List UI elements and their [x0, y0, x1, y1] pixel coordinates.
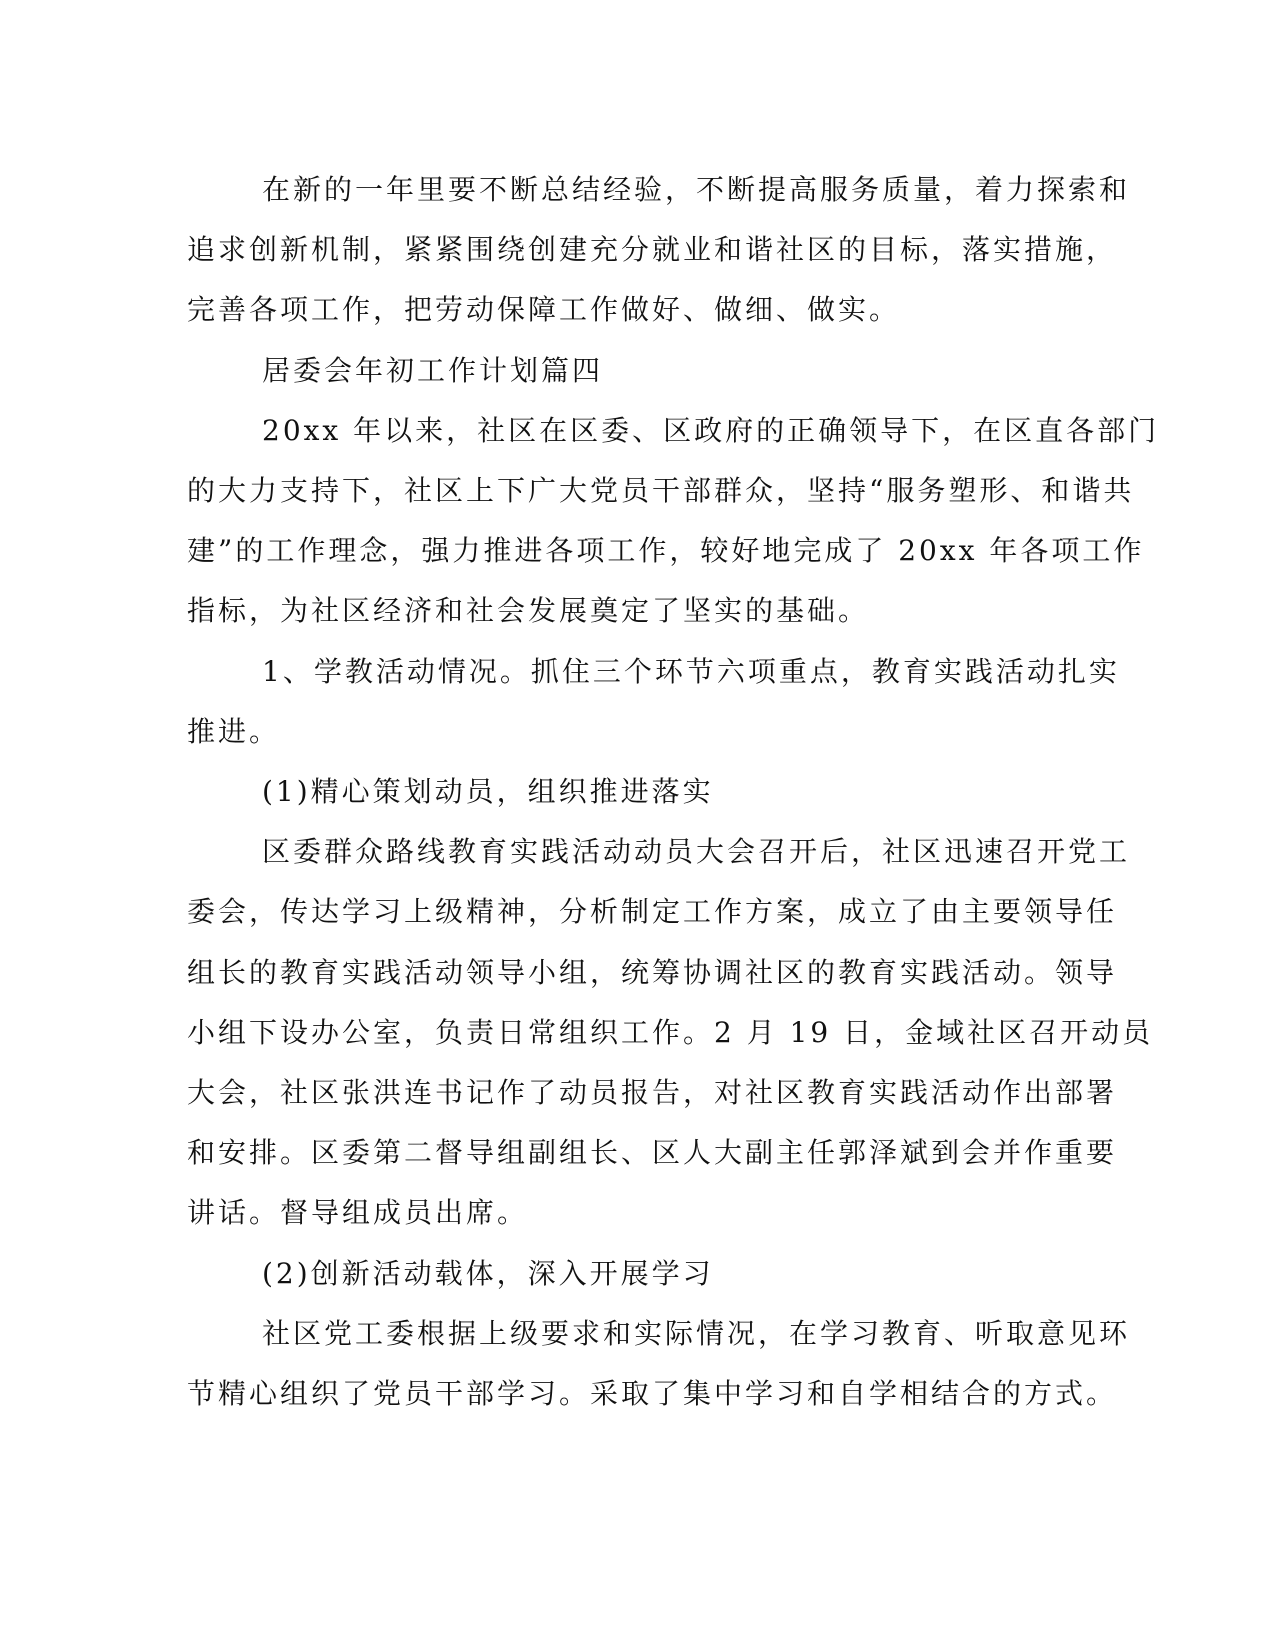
text-line: 社区党工委根据上级要求和实际情况，在学习教育、听取意见环: [262, 1316, 1131, 1350]
text-line: 完善各项工作，把劳动保障工作做好、做细、做实。: [187, 293, 901, 327]
text-line: 追求创新机制，紧紧围绕创建充分就业和谐社区的目标，落实措施，: [187, 233, 1118, 267]
text-line: 指标，为社区经济和社会发展奠定了坚实的基础。: [187, 594, 870, 628]
text-line: 讲话。督导组成员出席。: [187, 1196, 529, 1230]
section-heading-text: 居委会年初工作计划篇四: [262, 353, 604, 387]
text-line: 的大力支持下，社区上下广大党员干部群众，坚持“服务塑形、和谐共: [187, 474, 1135, 508]
text-line: 小组下设办公室，负责日常组织工作。2 月 19 日，金域社区召开动员: [187, 1015, 1154, 1049]
text-line: 区委群众路线教育实践活动动员大会召开后，社区迅速召开党工: [262, 835, 1131, 869]
text-line: 节精心组织了党员干部学习。采取了集中学习和自学相结合的方式。: [187, 1377, 1118, 1411]
text-line: 委会，传达学习上级精神，分析制定工作方案，成立了由主要领导任: [187, 895, 1118, 929]
paragraph-overview: [187, 401, 1160, 642]
text-line: 在新的一年里要不断总结经验，不断提高服务质量，着力探索和: [262, 173, 1131, 206]
paragraph-study: [187, 1304, 1131, 1424]
subheading-1: [187, 762, 1077, 822]
text-line: 和安排。区委第二督导组副组长、区人大副主任郭泽斌到会并作重要: [187, 1136, 1118, 1170]
subheading-2: [187, 1244, 1077, 1304]
paragraph-closing-summary: [187, 160, 1131, 341]
paragraph-item-1: [187, 642, 1120, 762]
document-body: [187, 160, 1160, 1424]
subheading-text: (1)精心策划动员，组织推进落实: [262, 775, 714, 809]
text-line: 组长的教育实践活动领导小组，统筹协调社区的教育实践活动。领导: [187, 955, 1118, 989]
text-line: 20xx 年以来，社区在区委、区政府的正确领导下，在区直各部门: [262, 413, 1160, 447]
text-line: 1、学教活动情况。抓住三个环节六项重点，教育实践活动扎实: [262, 654, 1120, 688]
subheading-text: (2)创新活动载体，深入开展学习: [262, 1256, 714, 1290]
text-line: 大会，社区张洪连书记作了动员报告，对社区教育实践活动作出部署: [187, 1076, 1118, 1110]
text-line: 建”的工作理念，强力推进各项工作，较好地完成了 20xx 年各项工作: [187, 534, 1145, 568]
text-line: 推进。: [187, 714, 281, 748]
section-heading: [187, 341, 1077, 401]
paragraph-mobilization: [187, 822, 1154, 1243]
